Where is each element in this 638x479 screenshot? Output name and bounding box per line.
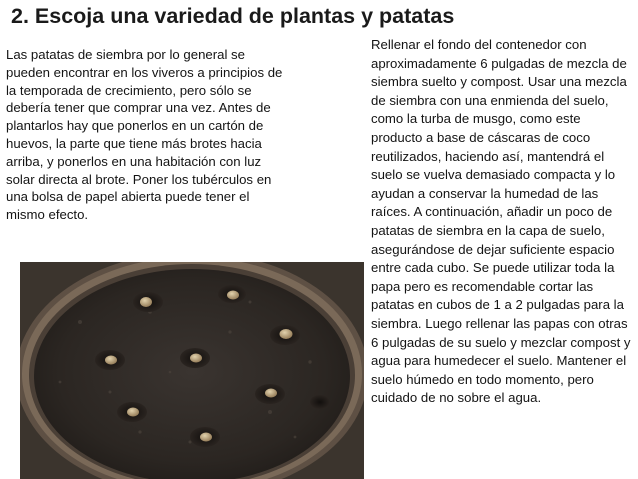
slide-title: 2. Escoja una variedad de plantas y patatas (11, 4, 455, 28)
left-paragraph: Las patatas de siembra por lo general se pueden encontrar en los viveros a principios de la temporada de crecimiento, pero sólo se debería tener que comprar una vez. Antes de plantarlos hay que ponerlos en un cartón de huevos, la parte que tiene más brotes hacia arriba, y ponerlos en una habitación con luz solar directa al brote. Poner los tubérculos en una bolsa de papel abierta puede tener el mismo efecto. (6, 47, 283, 223)
right-paragraph: Rellenar el fondo del contenedor con aproximadamente 6 pulgadas de mezcla de siembra suelto y compost. Usar una mezcla de siembra con una enmienda del suelo, como la turba de musgo, como este producto a base de cáscaras de coco reutilizados, haciendo así, mantendrá el suelo se vuelva demasiado compacta y lo ayudan a conservar la humedad de las raíces. A continuación, añadir un poco de patatas de siembra en la capa de suelo, asegurándose de dejar suficiente espacio entre cada cubo. Se puede utilizar toda la papa pero es recomendable cortar las patatas en cubos de 1 a 2 pulgadas para la siembra. Luego rellenar las papas con otras 6 pulgadas de su suelo y mezclar compost y agua para humedecer el suelo. Mantener el suelo húmedo en todo momento, pero cuidado de no sobre el agua. (371, 37, 631, 406)
seed-potatoes-photo (20, 262, 364, 479)
